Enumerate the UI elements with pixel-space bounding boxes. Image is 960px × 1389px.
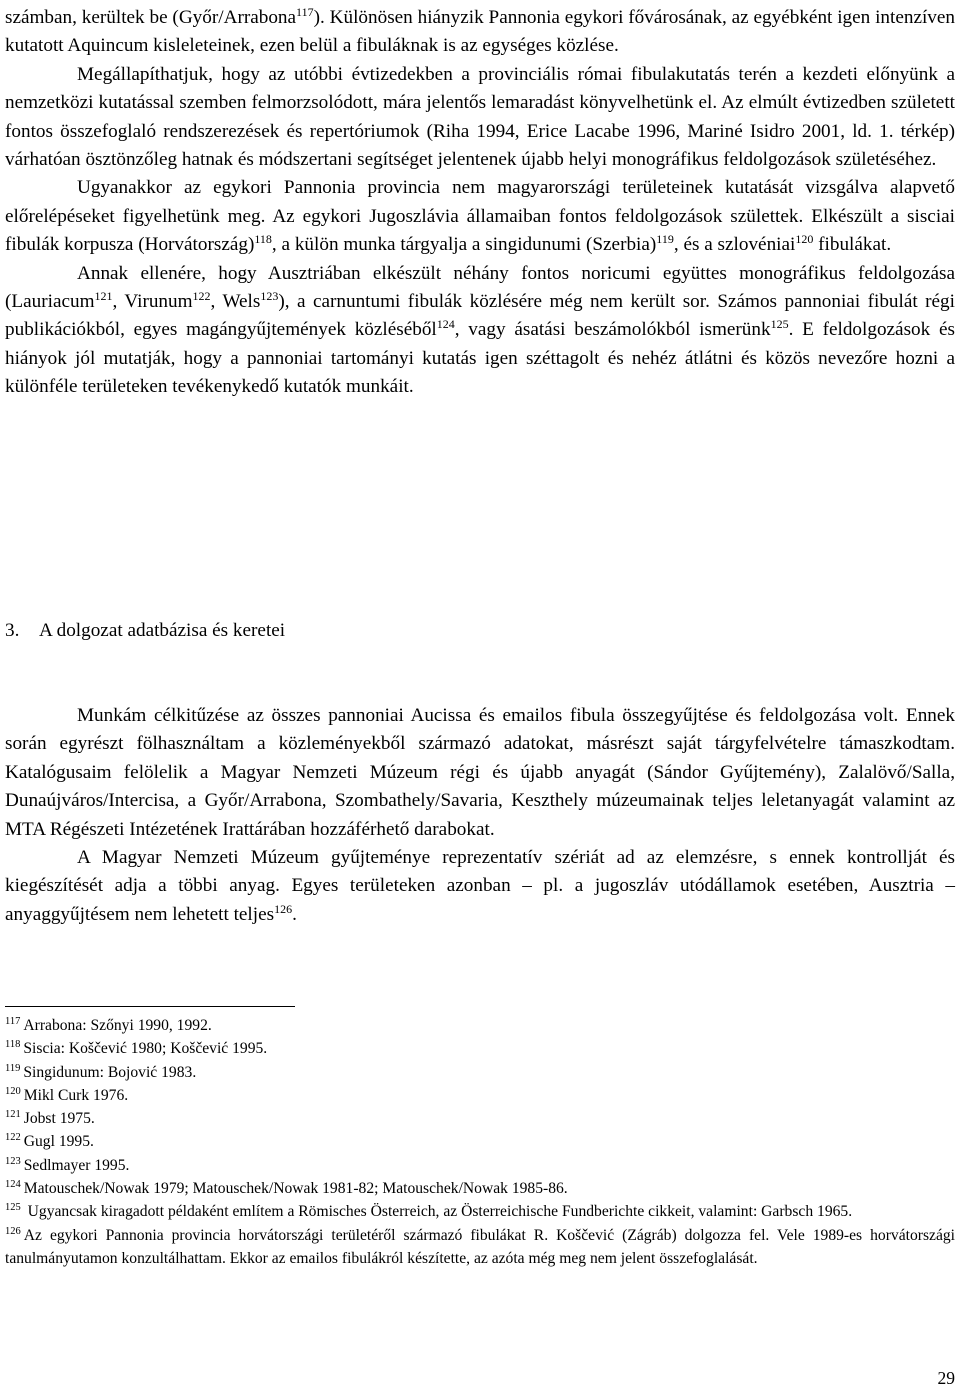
footnote-ref[interactable]: 123 [260,289,279,304]
text-block-upper [5,4,955,402]
footnote: $^{125}$ Ugyancsak kiragadott példaként említem a Römisches Österreich, az Österreichische Fundberichte cikkeit, valamint: Garbsch 1965. [5,1202,853,1221]
footnote-number: 126 [5,1225,21,1237]
section-heading [5,617,285,645]
footnote-ref[interactable]: 122 [192,289,211,304]
footnote-ref[interactable]: 120 [795,232,814,247]
footnote-number: 120 [5,1085,21,1097]
footnote-ref[interactable]: 119 [656,232,674,247]
footnote: $^{124}$ Matouschek/Nowak 1979; Matouschek/Nowak 1981-82; Matouschek/Nowak 1985-86. [5,1179,568,1198]
text-block-lower [5,702,955,929]
footnote-ref[interactable]: 126 [274,901,293,916]
footnote: $^{123}$ Sedlmayer 1995. [5,1155,130,1174]
footnote-number: 117 [5,1016,21,1027]
footnote-separator [5,1006,295,1007]
footnote-number: 124 [5,1179,21,1191]
section-title: A dolgozat adatbázisa és keretei [39,620,286,641]
paragraph: A Magyar Nemzeti Múzeum gyűjteménye reprezentatív szériát ad az elemzésre, s ennek kontrollját és kiegészítését adja a többi anyag. Egyes területeken azonban – pl. a jugoszláv utódállamok esetében, Ausztria – anyaggyűjtésem nem lehetett teljes$^{126}$. [5,847,955,925]
paragraph: Munkám célkitűzése az összes pannoniai Aucissa és emailos fibula összegyűjtése és feldolgozása volt. Ennek során egyrészt fölhasználtam a közleményekből származó adatokat, másrészt saját tárgyfelvételre támaszkodtam. Katalógusaim felölelik a Magyar Nemzeti Múzeum régi és újabb anyagát (Sándor Gyűjtemény), Zalalövő/Salla, Dunaújváros/Intercisa, a Győr/Arrabona, Szombathely/Savaria, Keszthely múzeumainak teljes leletanyagát valamint az MTA Régészeti Intézetének Irattárában hozzáférhető darabokat. [5,705,955,840]
footnote: $^{117}$ Arrabona: Szőnyi 1990, 1992. [5,1016,212,1034]
footnote-ref[interactable]: 121 [94,289,113,304]
footnote: $^{119}$ Singidunum: Bojović 1983. [5,1062,197,1081]
page-number: 29 [937,1368,955,1388]
footnote-ref[interactable]: 117 [296,5,314,19]
paragraph: Megállapíthatjuk, hogy az utóbbi évtizedekben a provinciális római fibulakutatás terén a kezdeti előnyünk a nemzetközi kutatással szemben felmorzsolódott, mára jelentős lemaradást könyvelhetünk el. Az elmúlt évtizedben született fontos összefoglaló rendszerezések és repertóriumok (Riha 1994, Erice Lacabe 1996, Mariné Isidro 2001, ld. 1. térkép) várhatóan ösztönzőleg hatnak és módszertani segítséget jelentenek újabb helyi monográfikus feldolgozások születéséhez. [5,63,955,171]
footnote-number: 118 [5,1039,21,1051]
footnote: $^{126}$ Az egykori Pannonia provincia horvátországi területéről származó fibulákat R. Koščević (Zágráb) dolgozza fel. Vele 1989-es horvátországi tanulmányutamon konzultálhattam. Ekkor az emailos fibulákról készítette, az azóta még meg nem jelent összefoglalását. [5,1225,955,1267]
footnote-number: 125 [5,1202,21,1214]
footnotes [5,1014,955,1270]
footnote-number: 119 [5,1062,21,1074]
footnote-ref[interactable]: 125 [770,317,789,332]
footnote: $^{120}$ Mikl Curk 1976. [5,1085,129,1104]
footnote-ref[interactable]: 118 [254,232,272,247]
footnote-number: 122 [5,1132,21,1144]
footnote-ref[interactable]: 124 [436,317,455,332]
footnote: $^{121}$ Jobst 1975. [5,1109,95,1128]
paragraph: Annak ellenére, hogy Ausztriában elkészült néhány fontos noricumi együttes monográfikus feldolgozása (Lauriacum$^{121}$, Virunum$^{122}$, Wels$^{123}$), a carnuntumi fibulák közlésére még nem került sor. Számos pannoniai fibulát régi publikációkból, egyes magángyűjtemények közléséből$^{124}$, vagy ásatási beszámolókból ismerünk$^{125}$. E feldolgozások és hiányok jól mutatják, hogy a pannoniai tartományi kutatás igen széttagolt és nehéz átlátni és közös nevezőre hozni a különféle területeken tevékenykedő kutatók munkáit. [5,262,955,398]
section-number: 3. [5,620,20,641]
footnote-number: 123 [5,1155,21,1167]
paragraph: számban, kerültek be (Győr/Arrabona$^{117}$). Különösen hiányzik Pannonia egykori fővárosának, az egyébként igen intenzíven kutatott Aquincum kisleleteinek, ezen belül a fibuláknak is az egységes közlése. [5,5,956,57]
footnote-number: 121 [5,1109,21,1121]
footnote: $^{122}$ Gugl 1995. [5,1132,94,1151]
footnote: $^{118}$ Siscia: Koščević 1980; Koščević 1995. [5,1039,268,1058]
paragraph: Ugyanakkor az egykori Pannonia provincia nem magyarországi területeinek kutatását vizsgálva alapvető előrelépéseket figyelhetünk meg. Az egykori Jugoszlávia államaiban fontos feldolgozások születtek. Elkészült a sisciai fibulák korpusza (Horvátország)$^{118}$, a külön munka tárgyalja a singidunumi (Szerbia)$^{119}$, és a szlovéniai$^{120}$ fibulákat. [5,177,955,256]
